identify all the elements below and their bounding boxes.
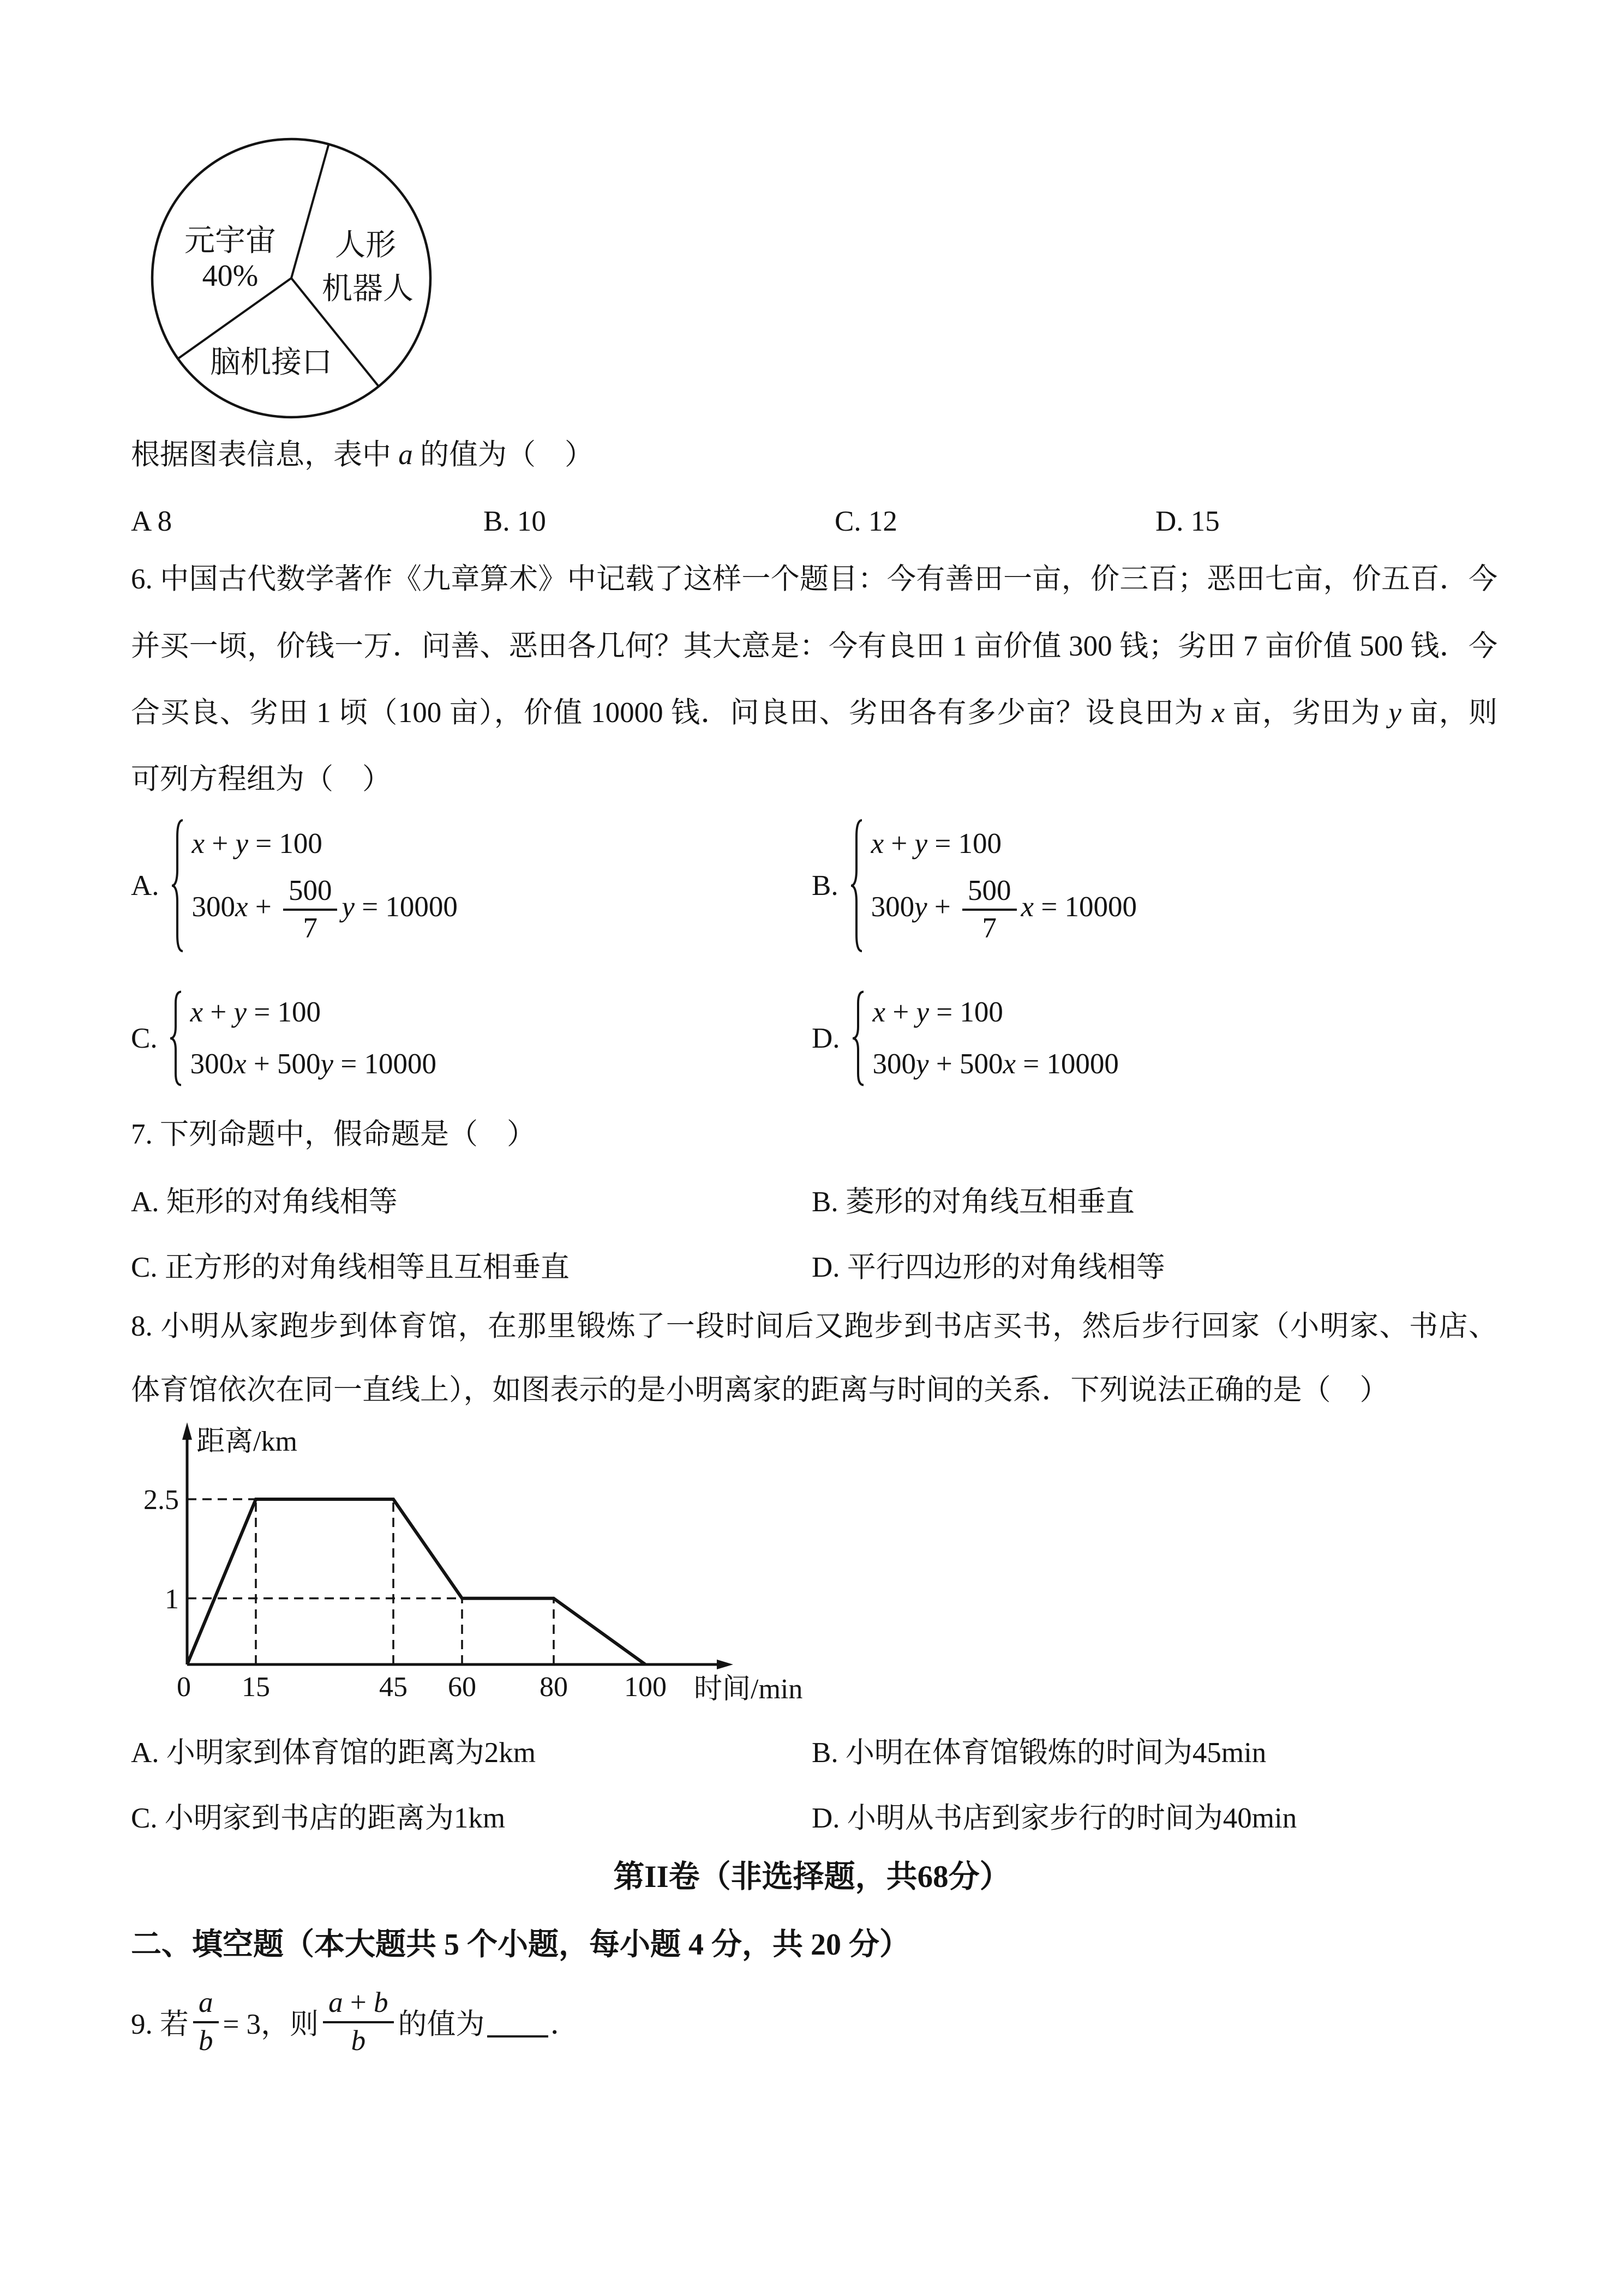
section-2-heading: 第II卷（非选择题，共68分） bbox=[613, 1860, 1011, 1894]
pie-chart bbox=[147, 134, 436, 423]
equation-line: 300y + $\frac{500}{7}$ x = 10000 bbox=[871, 874, 1137, 944]
question-8-text-line-2: 体育馆依次在同一直线上），如图表示的是小明离家的距离与时间的关系．下列说法正确的是（ ） bbox=[131, 1374, 1389, 1406]
question-7-option-c: C. 正方形的对角线相等且互相垂直 bbox=[131, 1252, 570, 1283]
equation-line: 300y + 500x = 10000 bbox=[872, 1048, 1119, 1080]
pie-slice-label: 元宇宙 bbox=[184, 224, 276, 258]
equation-line: x + y = 100 bbox=[191, 827, 322, 860]
question-7-option-d: D. 平行四边形的对角线相等 bbox=[812, 1252, 1165, 1283]
question-5-option-b: B. 10 bbox=[483, 506, 546, 537]
x-tick-label: 100 bbox=[624, 1672, 667, 1703]
question-9-text: 9. 若 $\frac{a}{b}$ = 3，则 $\frac{a + b}{b}$ 的值为 ． bbox=[131, 1987, 579, 2057]
fraction: $\frac{a}{b}$ bbox=[193, 1987, 219, 2057]
question-6-option-b-system bbox=[812, 816, 1137, 955]
fraction: $\frac{500}{7}$ bbox=[283, 875, 338, 945]
question-6-option-c-system bbox=[131, 988, 436, 1089]
curly-brace bbox=[851, 990, 865, 1087]
fraction: $\frac{a + b}{b}$ bbox=[323, 1987, 393, 2057]
option-label: D. bbox=[812, 1023, 840, 1054]
question-6-option-a-system bbox=[131, 816, 458, 955]
x-tick-label: 60 bbox=[448, 1672, 476, 1703]
equation-line: x + y = 100 bbox=[871, 827, 1002, 860]
equation-line: 300x + $\frac{500}{7}$ y = 10000 bbox=[191, 874, 458, 944]
question-8-option-d: D. 小明从书店到家步行的时间为40min bbox=[812, 1802, 1297, 1834]
equation-line: 300x + 500y = 10000 bbox=[190, 1048, 436, 1080]
pie-slice-label: 人形 bbox=[335, 229, 396, 262]
question-8-text-line-1: 8. 小明从家跑步到体育馆，在那里锻炼了一段时间后又跑步到书店买书，然后步行回家（小明家、书店、 bbox=[131, 1311, 1497, 1342]
pie-slice-label: 脑机接口 bbox=[210, 346, 332, 380]
y-tick-label: 1 bbox=[165, 1583, 179, 1615]
question-5-prompt: 根据图表信息，表中 a 的值为（ ） bbox=[131, 439, 594, 471]
pie-slice-label: 40% bbox=[202, 259, 259, 293]
answer-blank bbox=[487, 2006, 548, 2037]
x-axis-title: 时间/min bbox=[694, 1674, 803, 1705]
equation-line: x + y = 100 bbox=[190, 996, 321, 1029]
question-6-option-d-system bbox=[812, 988, 1119, 1089]
y-tick-label: 2.5 bbox=[143, 1484, 179, 1516]
pie-slice-divider bbox=[291, 144, 329, 278]
question-5-option-c: C. 12 bbox=[835, 506, 897, 537]
x-tick-label: 80 bbox=[540, 1672, 568, 1703]
y-axis-arrowhead bbox=[182, 1422, 192, 1440]
x-tick-label: 15 bbox=[242, 1672, 270, 1703]
question-7-option-b: B. 菱形的对角线互相垂直 bbox=[812, 1186, 1135, 1218]
question-8-option-c: C. 小明家到书店的距离为1km bbox=[131, 1802, 506, 1834]
question-7-option-a: A. 矩形的对角线相等 bbox=[131, 1186, 398, 1218]
question-6-text-line-1: 6. 中国古代数学著作《九章算术》中记载了这样一个题目：今有善田一亩，价三百；恶田七亩，价五百．今 bbox=[131, 563, 1497, 595]
question-5-option-d: D. 15 bbox=[1155, 506, 1220, 537]
option-label: B. bbox=[812, 870, 838, 901]
x-tick-label: 45 bbox=[379, 1672, 408, 1703]
pie-slice-label: 机器人 bbox=[322, 272, 414, 306]
x-axis-arrowhead bbox=[717, 1660, 733, 1669]
y-axis-title: 距离/km bbox=[196, 1426, 297, 1457]
equation-line: x + y = 100 bbox=[872, 996, 1003, 1029]
question-6-text-line-2: 并买一顷，价钱一万．问善、恶田各几何？其大意是：今有良田 1 亩价值 300 钱；劣田 7 亩价值 500 钱．今 bbox=[131, 630, 1497, 662]
question-8-option-a: A. 小明家到体育馆的距离为2km bbox=[131, 1737, 536, 1769]
option-label: C. bbox=[131, 1023, 158, 1054]
x-tick-label: 0 bbox=[177, 1672, 191, 1703]
curly-brace bbox=[169, 990, 183, 1087]
fill-in-blank-section-title: 二、填空题（本大题共 5 个小题，每小题 4 分，共 20 分） bbox=[131, 1928, 910, 1962]
question-7-title: 7. 下列命题中，假命题是（ ） bbox=[131, 1119, 536, 1150]
question-6-text-line-4: 可列方程组为（ ） bbox=[131, 764, 391, 795]
curly-brace bbox=[849, 818, 864, 954]
question-6-text-line-3: 合买良、劣田 1 顷（100 亩），价值 10000 钱．问良田、劣田各有多少亩？设良田为 x 亩，劣田为 y 亩，则 bbox=[131, 697, 1498, 729]
question-5-option-a: A 8 bbox=[131, 506, 172, 537]
question-8-option-b: B. 小明在体育馆锻炼的时间为45min bbox=[812, 1737, 1267, 1769]
curly-brace bbox=[170, 818, 184, 954]
option-label: A. bbox=[131, 870, 159, 901]
distance-time-chart bbox=[131, 1417, 840, 1714]
fraction: $\frac{500}{7}$ bbox=[962, 875, 1017, 945]
